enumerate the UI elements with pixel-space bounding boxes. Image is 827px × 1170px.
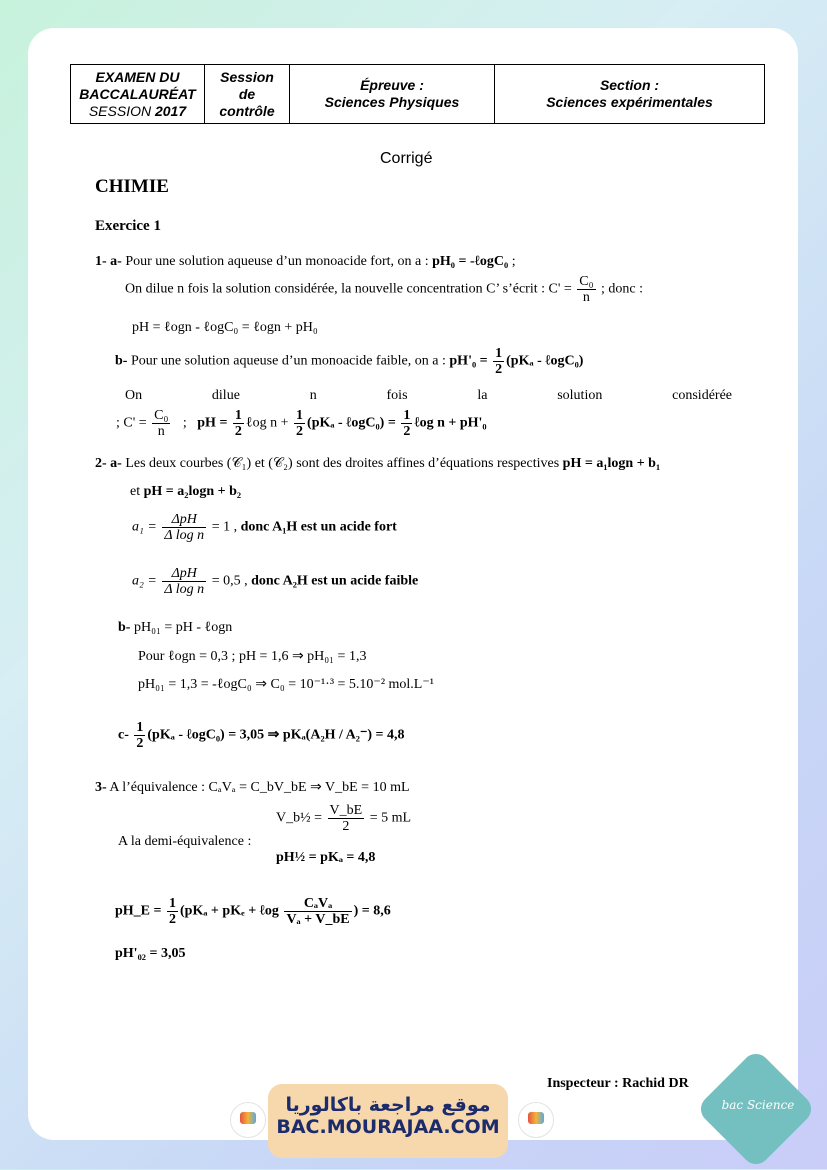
- footer-arabic-text: موقع مراجعة باكالوريا: [285, 1094, 491, 1116]
- q1b-formula-line: ; C' = $\frac{\text{C₀}}{n}$ ; pH = $\frac{1}{2}$ ℓog n + $\frac{1}{2}$ (pKₐ - ℓogC₀) = $\frac{1}{2}$ ℓog n + pH'₀: [116, 408, 487, 439]
- q2b-line2: Pour ℓogn = 0,3 ; pH = 1,6 ⇒ pH₀₁ = 1,3: [138, 649, 367, 664]
- q1a-line: 1- a- Pour une solution aqueuse d’un monoacide fort, on a : pH₀ = -ℓogC₀ ;: [95, 254, 516, 269]
- session-cell: Session de contrôle: [205, 65, 290, 124]
- exam-title-cell: EXAMEN DU BACCALAURÉAT SESSION 2017: [71, 65, 205, 124]
- a1-formula: a₁ = $\frac{\text{ΔpH}}{\text{Δ log n}}$ = 1 , donc A₁H est un acide fort: [132, 512, 397, 543]
- q1b-line: b- Pour une solution aqueuse d’un monoacide faible, on a : pH'₀ = $\frac{1}{2}$ (pKₐ - ℓogC₀): [115, 346, 584, 377]
- bac-science-badge-text: bac Science: [721, 1098, 795, 1112]
- exercise-heading: Exercice 1: [95, 218, 161, 234]
- q1b-dilution-words: On dilue n fois la solution considérée: [125, 388, 732, 403]
- corrige-title: Corrigé: [380, 150, 433, 167]
- q2a-line2: et pH = a₂logn + b₂: [130, 484, 242, 499]
- q2b-line3: pH₀₁ = 1,3 = -ℓogC₀ ⇒ C₀ = 10⁻¹·³ = 5.10⁻² mol.L⁻¹: [138, 677, 434, 692]
- document-page: [28, 28, 798, 1140]
- epreuve-cell: Épreuve : Sciences Physiques: [290, 65, 495, 124]
- a2-formula: a₂ = $\frac{\text{ΔpH}}{\text{Δ log n}}$ = 0,5 , donc A₂H est un acide faible: [132, 566, 419, 597]
- q2c-line: c- $\frac{1}{2}$ (pKₐ - ℓogC₀) = 3,05 ⇒ pKₐ(A₂H / A₂⁻) = 4,8: [118, 720, 405, 751]
- section-cell: Section : Sciences expérimentales: [495, 65, 765, 124]
- footer-site-link[interactable]: BAC.MOURAJAA.COM: [276, 1116, 500, 1138]
- q2b-line1: b- pH₀₁ = pH - ℓogn: [118, 620, 233, 635]
- ph-half-formula: pH½ = pKₐ = 4,8: [276, 850, 376, 865]
- q1a-dilution-line: On dilue n fois la solution considérée, la nouvelle concentration C’ s’écrit : C' = $\frac{\text{C₀}}{n}$ ; donc :: [125, 274, 643, 305]
- site-footer-badge[interactable]: [268, 1084, 508, 1158]
- q2a-line: 2- a- Les deux courbes (𝒞₁) et (𝒞₂) sont des droites affines d’équations respectives pH = a₁logn + b₁: [95, 456, 661, 471]
- demi-equivalence-label: A la demi-équivalence :: [118, 834, 252, 849]
- c-prime-fraction: $\frac{\text{C₀}}{n}$: [579, 274, 594, 305]
- ph02-formula: pH'₀₂ = 3,05: [115, 946, 186, 961]
- site-logo-left-icon: [230, 1102, 266, 1138]
- exam-header-table: [70, 64, 765, 124]
- q3-line: 3- A l’équivalence : CₐVₐ = C_bV_bE ⇒ V_bE = 10 mL: [95, 780, 410, 795]
- inspector-signature: Inspecteur : Rachid DR: [547, 1076, 689, 1091]
- chimie-heading: CHIMIE: [95, 176, 169, 197]
- half-fraction: $\frac{1}{2}$: [495, 346, 503, 377]
- ph-strong-line: pH = ℓogn - ℓogC₀ = ℓogn + pH₀: [132, 320, 318, 335]
- phe-formula: pH_E = $\frac{1}{2}$ (pKₐ + pKₑ + ℓog $\frac{\text{CₐVₐ}}{\text{Vₐ + V\_bE}}$ ) = 8,6: [115, 896, 391, 927]
- vb-half-formula: V_b½ = $\frac{V\_bE}{2}$ = 5 mL: [276, 803, 412, 834]
- site-logo-right-icon: [518, 1102, 554, 1138]
